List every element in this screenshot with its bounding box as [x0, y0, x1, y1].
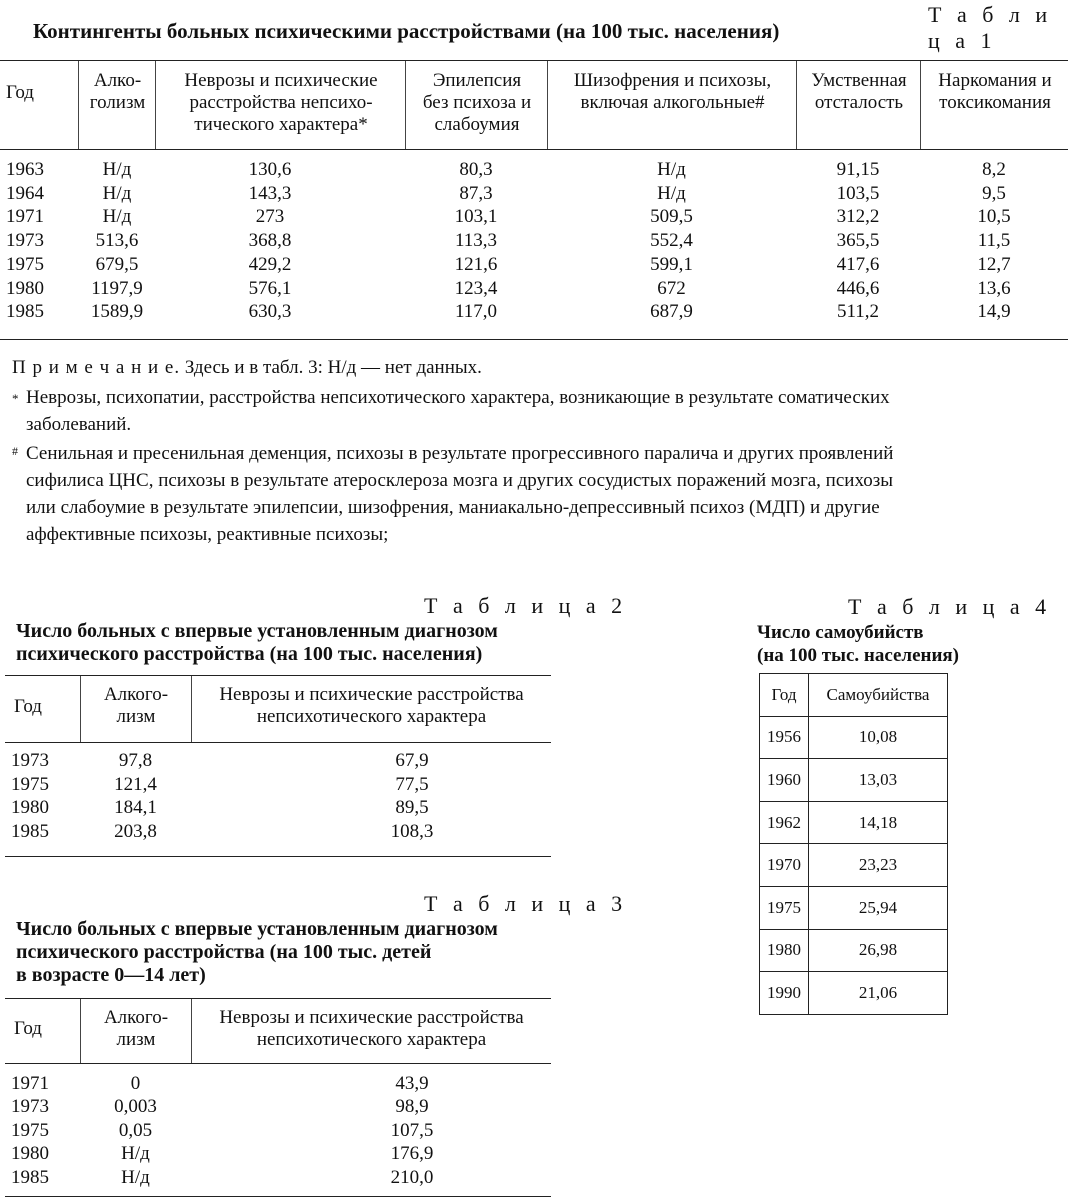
table4-row [760, 759, 948, 802]
table1-cell-schiz: 509,5 [650, 206, 693, 228]
table1-header-schizophrenia: Шизофрения и психозы, включая алкогольные# [573, 70, 772, 113]
table1-cell-schiz: 672 [657, 277, 686, 299]
table1-cell-schiz: Н/д [657, 159, 686, 180]
table1-cell-alc: Н/д [102, 182, 132, 204]
note-primechanie [12, 354, 482, 381]
table1-header-epilepsy: Эпилепсия без психоза и слабоумия [422, 70, 532, 135]
table4-row [760, 886, 948, 929]
table1-cell-ment: 417,6 [836, 253, 880, 275]
table1-col-divider [796, 61, 797, 149]
table2-cell-neur: 67,9 [395, 750, 429, 771]
table1-cell-neur: 130,6 [248, 159, 292, 180]
table4-caption: Т а б л и ц а 4 [848, 594, 1052, 619]
table1-cell-alc: Н/д [102, 159, 132, 180]
table1-cell-neur: 273 [255, 206, 285, 228]
table1-cell-ment: 365,5 [836, 230, 880, 252]
table1-header-neuroses: Неврозы и психические расстройства непсихо- тического характера* [184, 70, 378, 135]
table1-cell-neur: 429,2 [248, 253, 292, 275]
table1-col-divider [78, 61, 79, 149]
table1-cell-neur: 630,3 [248, 301, 292, 323]
table3-cell-alc: Н/д [121, 1143, 150, 1165]
table4-cell-value: 25,94 [809, 886, 948, 929]
table2-cell-alc: 121,4 [114, 773, 157, 795]
table3-cell-neur: 176,9 [390, 1143, 434, 1165]
table1-cell-epi: 123,4 [454, 277, 498, 299]
table1-header-retardation: Умственная отсталость [811, 70, 907, 113]
table2-cell-neur: 77,5 [395, 773, 429, 795]
table4-cell-year: 1962 [760, 801, 809, 844]
table1-cell-year: 1963 [6, 159, 44, 180]
table1-header-rule [0, 149, 1068, 150]
table1-cell-year: 1971 [6, 206, 44, 228]
table1-col-divider [547, 61, 548, 149]
table3-cell-alc: Н/д [121, 1166, 150, 1188]
table4-title: Число самоубийств (на 100 тыс. населения) [757, 622, 960, 666]
table1-col-divider [405, 61, 406, 149]
table3-cell-neur: 43,9 [395, 1073, 429, 1094]
table1-cell-alc: Н/д [102, 206, 132, 228]
table1-cell-epi: 87,3 [459, 182, 493, 204]
table1-top-rule [0, 60, 1068, 61]
table2-cell-year: 1980 [11, 797, 49, 818]
table1-cell-alc: 679,5 [95, 253, 139, 275]
table1-cell-ment: 312,2 [836, 206, 880, 228]
table1-cell-narc: 13,6 [977, 277, 1011, 299]
table1-header-narcomania: Наркомания и токсикомания [938, 70, 1052, 113]
table1-title: Контингенты больных психическими расстройствами (на 100 тыс. населения) [33, 19, 780, 43]
footnote-star: Неврозы, психопатии, расстройства непсихотического характера, возникающие в результате соматических заболеваний. [26, 387, 890, 435]
note-label: П р и м е ч а н и е. [12, 357, 181, 378]
table2-cell-year: 1973 [11, 750, 49, 771]
table1-cell-alc: 1197,9 [91, 277, 143, 299]
table4-cell-value: 10,08 [809, 716, 948, 759]
table2-cell-alc: 97,8 [118, 750, 153, 771]
table3-header-neuroses: Неврозы и психические расстройства непсихотического характера [219, 1007, 524, 1050]
table1-cell-epi: 121,6 [454, 253, 498, 275]
table3-cell-alc: 0,003 [114, 1096, 157, 1118]
table3-cell-alc: 0 [130, 1073, 141, 1094]
table3-cell-neur: 107,5 [390, 1119, 434, 1141]
table1-header-year: Год [6, 82, 34, 103]
table1-cell-narc: 11,5 [977, 230, 1011, 252]
table4-cell-year: 1980 [760, 929, 809, 972]
table4-header-suicides: Самоубийства [809, 674, 948, 717]
table1-cell-epi: 80,3 [459, 159, 493, 180]
table4-cell-year: 1970 [760, 844, 809, 887]
table1-cell-year: 1973 [6, 230, 44, 252]
table1-cell-year: 1964 [6, 182, 44, 204]
table1-cell-year: 1985 [6, 301, 44, 323]
table1-cell-narc: 12,7 [977, 253, 1011, 275]
table1-cell-narc: 10,5 [977, 206, 1011, 228]
table1-cell-epi: 117,0 [454, 301, 498, 323]
table1-cell-epi: 103,1 [454, 206, 498, 228]
table4-cell-value: 26,98 [809, 929, 948, 972]
table1-cell-schiz: Н/д [657, 182, 686, 204]
table4-cell-value: 13,03 [809, 759, 948, 802]
table4-cell-value: 23,23 [809, 844, 948, 887]
table4-row [760, 972, 948, 1015]
table3-top-rule [5, 998, 551, 999]
table3-header-year: Год [14, 1018, 42, 1039]
table3-header-rule [5, 1063, 551, 1064]
table1-cell-year: 1975 [6, 253, 44, 275]
table4-row [760, 929, 948, 972]
table1-cell-epi: 113,3 [454, 230, 498, 252]
table4-cell-value: 14,18 [809, 801, 948, 844]
table2-header-neuroses: Неврозы и психические расстройства непсихотического характера [219, 684, 524, 727]
table4-row [760, 801, 948, 844]
table1-cell-narc: 8,2 [982, 159, 1006, 180]
table1-cell-narc: 9,5 [982, 182, 1006, 204]
table3-cell-year: 1975 [11, 1119, 49, 1141]
table4-cell-year: 1960 [760, 759, 809, 802]
table3-cell-year: 1973 [11, 1096, 49, 1118]
table1-cell-alc: 513,6 [95, 230, 139, 252]
table1-col-divider [920, 61, 921, 149]
table2-cell-year: 1975 [11, 773, 49, 795]
table1-header-alcoholism: Алко- голизм [89, 70, 146, 113]
table1-cell-neur: 368,8 [248, 230, 292, 252]
table1-cell-ment: 446,6 [836, 277, 880, 299]
table1-cell-neur: 576,1 [248, 277, 292, 299]
table4-cell-year: 1990 [760, 972, 809, 1015]
table4-header-row [760, 674, 948, 717]
table4-cell-year: 1975 [760, 886, 809, 929]
table2-cell-neur: 89,5 [395, 797, 429, 818]
table4-header-year: Год [760, 674, 809, 717]
table3-bottom-rule [5, 1196, 551, 1197]
table4-row [760, 844, 948, 887]
table1-cell-neur: 143,3 [248, 182, 292, 204]
table4-cell-year: 1956 [760, 716, 809, 759]
table2-title: Число больных с впервые установленным диагнозом психического расстройства (на 100 тыс. населения) [16, 620, 498, 665]
table2-cell-year: 1985 [11, 820, 49, 842]
table4-cell-value: 21,06 [809, 972, 948, 1015]
table1-cell-schiz: 687,9 [650, 301, 693, 323]
table2-header-year: Год [14, 696, 42, 717]
footnote-star-mark: * [12, 391, 19, 406]
table3-cell-year: 1971 [11, 1073, 49, 1094]
table1-bottom-rule [0, 339, 1068, 340]
table1-cell-schiz: 599,1 [650, 253, 693, 275]
table2-header-alcoholism: Алкого- лизм [103, 684, 169, 727]
footnote-hash: Сенильная и пресенильная деменция, психозы в результате прогрессивного паралича и других проявлений сифилиса ЦНС, психозы в результате атеросклероза мозга и других сосудистых поражений мозга, психозы или слабоумие в результате эпилепсии, шизофрения, маниакально-депрессивный психоз (МДП) и другие аффективные психозы, реактивные психозы; [26, 443, 894, 545]
table2-bottom-rule [5, 856, 551, 857]
table1-cell-year: 1980 [6, 277, 44, 299]
note-text: Здесь и в табл. 3: Н/д — нет данных. [180, 357, 482, 378]
table4-row [760, 716, 948, 759]
table3-cell-year: 1985 [11, 1166, 49, 1188]
table2-cell-neur: 108,3 [390, 820, 434, 842]
table2-header-rule [5, 742, 551, 743]
table1-cell-alc: 1589,9 [90, 301, 144, 323]
table4 [759, 673, 948, 1015]
table1-caption: Т а б л и ц а 1 [928, 2, 1053, 53]
table1-cell-ment: 91,15 [836, 159, 880, 180]
table3-caption: Т а б л и ц а 3 [424, 891, 628, 916]
table2-cell-alc: 203,8 [114, 820, 157, 842]
table2-top-rule [5, 675, 551, 676]
table2-cell-alc: 184,1 [114, 797, 157, 818]
table3-cell-neur: 210,0 [390, 1166, 434, 1188]
footnote-hash-mark: # [12, 444, 18, 458]
table1-cell-ment: 103,5 [836, 182, 880, 204]
table1-col-divider [155, 61, 156, 149]
table1-cell-schiz: 552,4 [650, 230, 693, 252]
table3-title: Число больных с впервые установленным диагнозом психического расстройства (на 100 тыс. детей в возрасте 0—14 лет) [16, 918, 498, 986]
table3-header-alcoholism: Алкого- лизм [103, 1007, 169, 1050]
table2-caption: Т а б л и ц а 2 [424, 593, 628, 618]
table3-cell-alc: 0,05 [118, 1119, 153, 1141]
table3-cell-neur: 98,9 [395, 1096, 429, 1118]
table1-cell-narc: 14,9 [977, 301, 1011, 323]
table1-cell-ment: 511,2 [836, 301, 880, 323]
table3-cell-year: 1980 [11, 1143, 49, 1165]
